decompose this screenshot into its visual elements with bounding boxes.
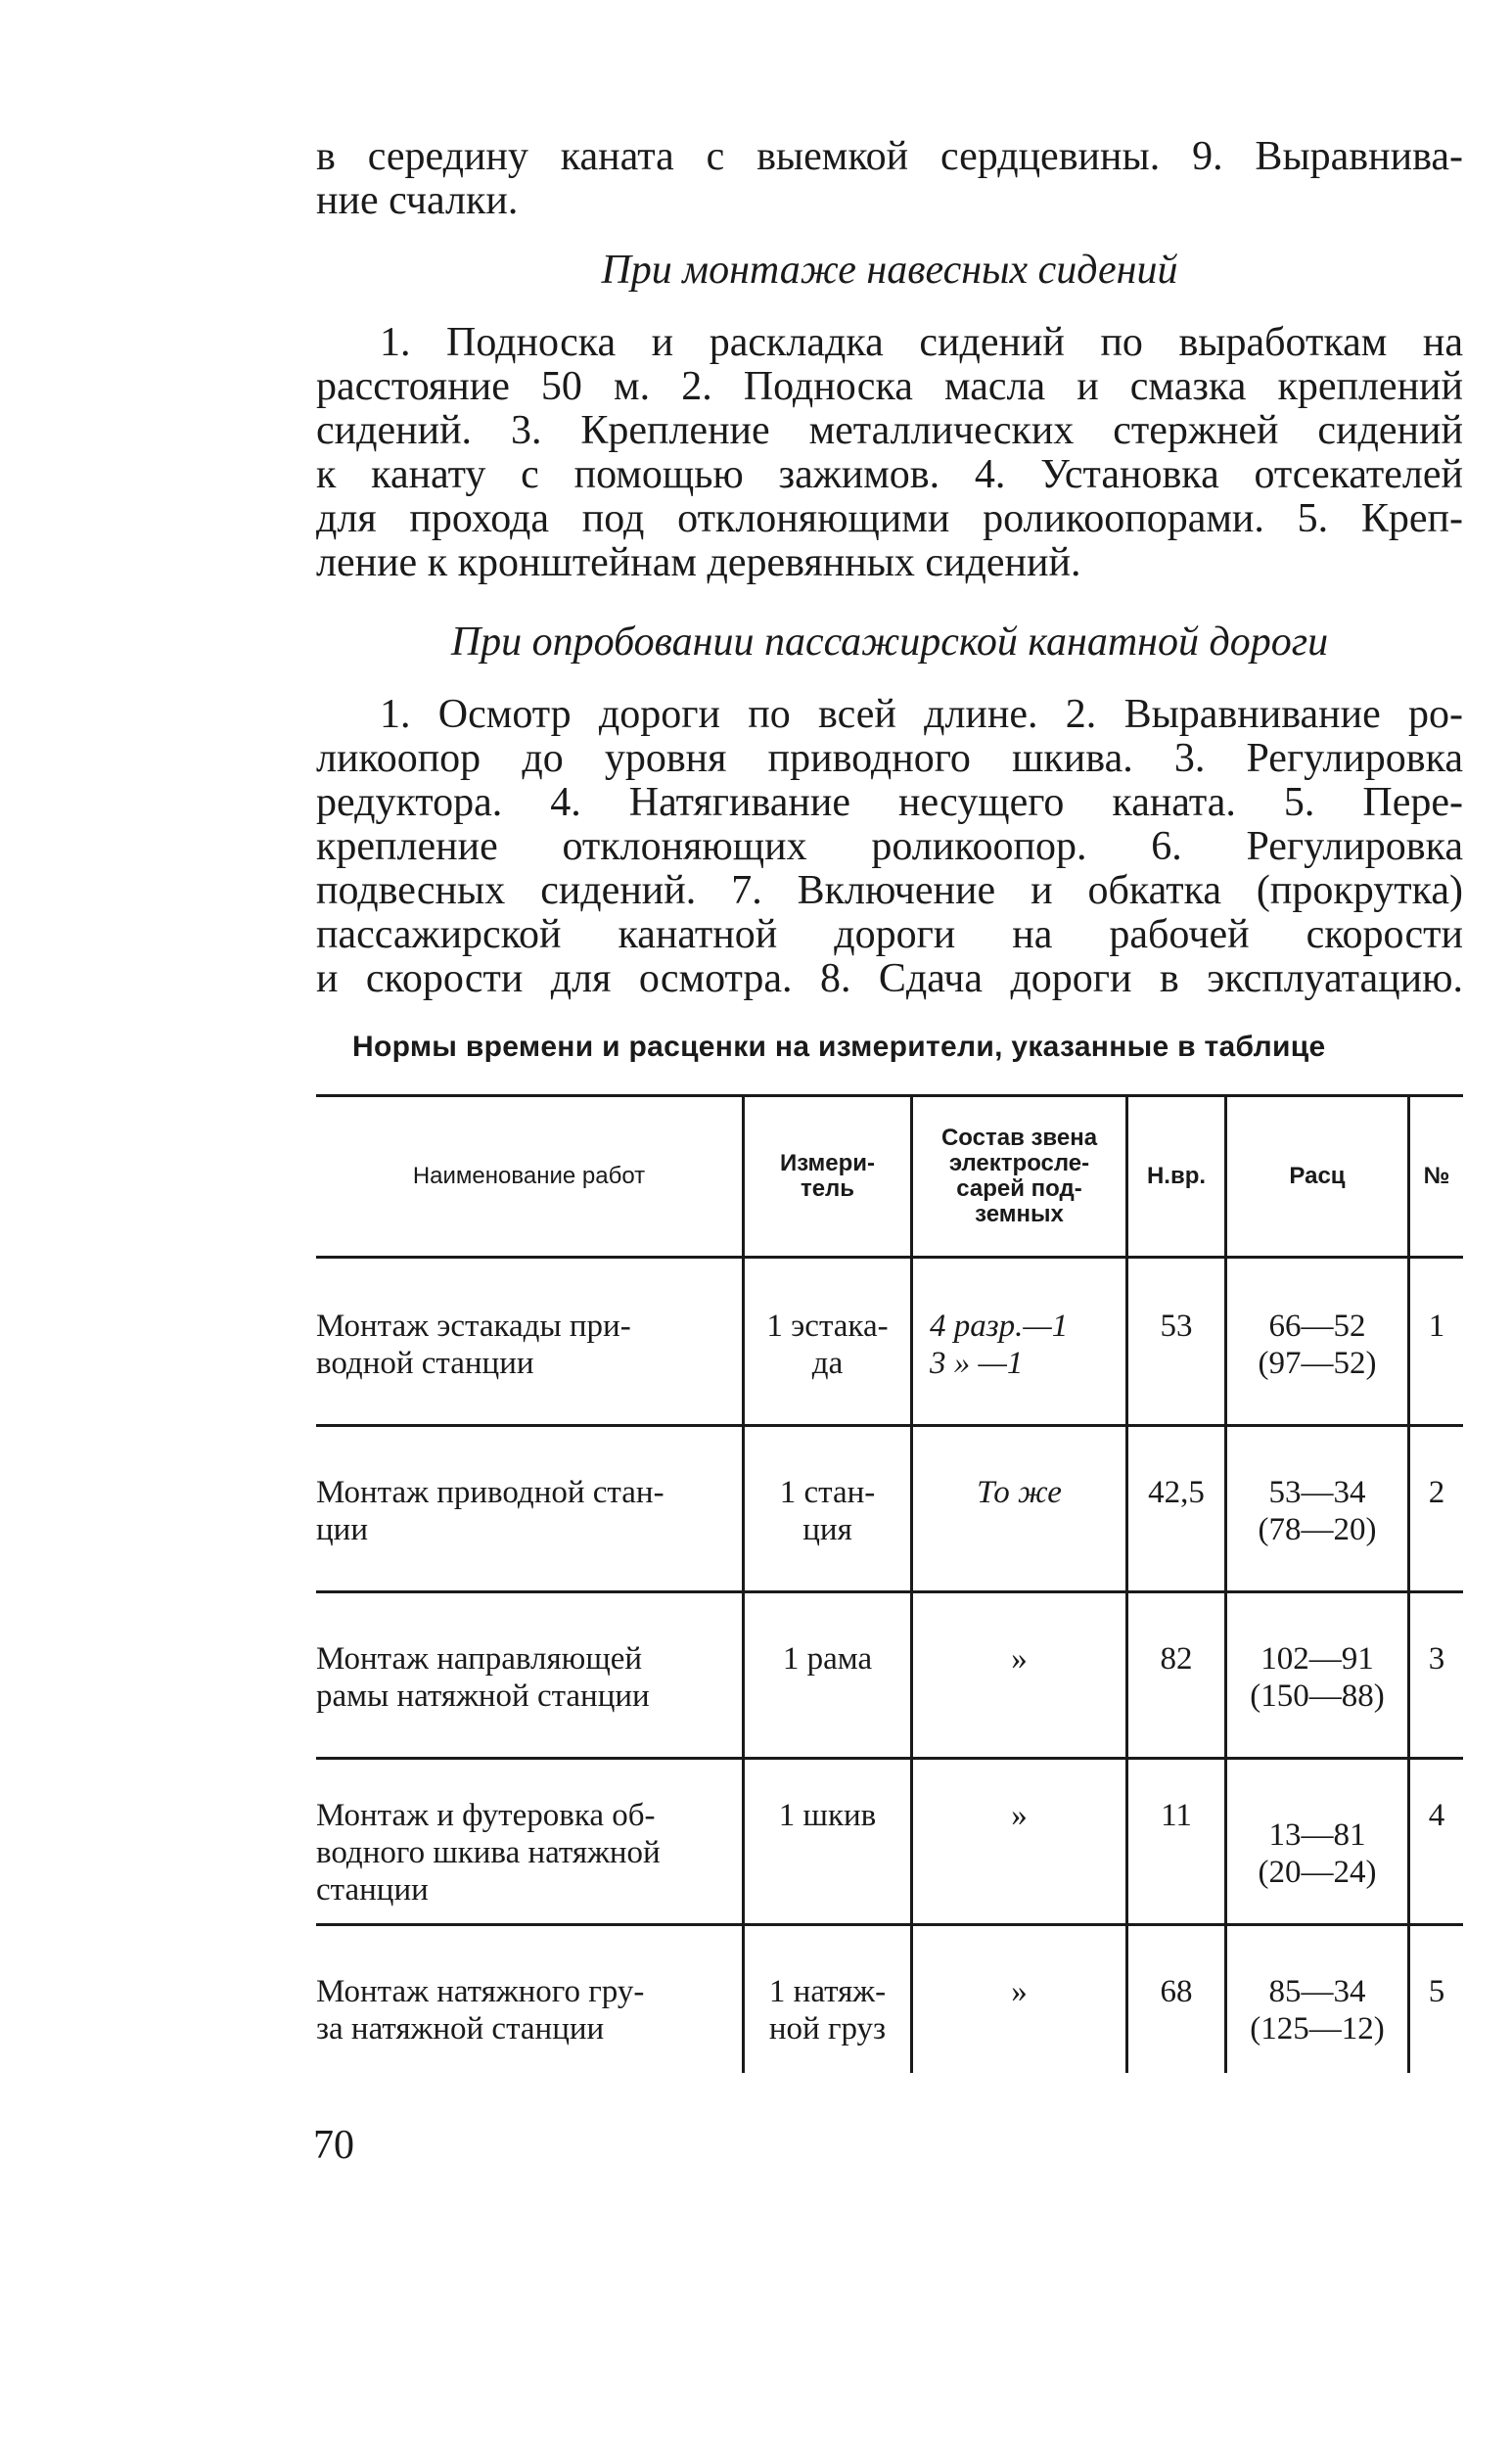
cell-number: 2 bbox=[1428, 1475, 1445, 1510]
intro-line: в середину каната с выемкой сердцевины. 9. Выравнива- bbox=[316, 134, 1463, 179]
paragraph-line: пассажирской канатной дороги на рабочей скорости bbox=[316, 912, 1463, 957]
header-crew: Состав звена электросле- сарей под- земных bbox=[940, 1125, 1098, 1227]
cell-work: Монтаж натяжного гру- за натяжной станции bbox=[316, 1974, 645, 2046]
page-number: 70 bbox=[313, 2123, 354, 2168]
cell-unit: 1 шкив bbox=[778, 1798, 877, 1833]
paragraph-line: крепление отклоняющих роликоопор. 6. Регулировка bbox=[316, 824, 1463, 869]
cell-crew: » bbox=[1011, 1798, 1028, 1833]
header-work: Наименование работ bbox=[412, 1163, 646, 1189]
paragraph-line: подвесных сидений. 7. Включение и обкатка (прокрутка) bbox=[316, 868, 1463, 913]
cell-norm: 42,5 bbox=[1148, 1475, 1205, 1510]
cell-work: Монтаж и футеровка об- водного шкива натяжной станции bbox=[316, 1798, 661, 1908]
row-separator bbox=[316, 1757, 1463, 1760]
cell-unit: 1 стан- ция bbox=[779, 1475, 876, 1547]
header-bottom-rule bbox=[316, 1256, 1463, 1259]
paragraph-line: расстояние 50 м. 2. Подноска масла и смазка креплений bbox=[316, 364, 1463, 409]
paragraph-line: 1. Осмотр дороги по всей длине. 2. Выравнивание ро- bbox=[380, 692, 1463, 737]
cell-number: 1 bbox=[1428, 1309, 1445, 1344]
cell-unit: 1 рама bbox=[782, 1641, 873, 1677]
cell-price: 102—91 (150—88) bbox=[1250, 1641, 1385, 1714]
intro-line: ние счалки. bbox=[316, 178, 519, 223]
cell-number: 4 bbox=[1428, 1798, 1445, 1833]
cell-price: 53—34 (78—20) bbox=[1258, 1475, 1377, 1547]
section-heading: При опробовании пассажирской канатной дороги bbox=[450, 620, 1329, 665]
cell-norm: 68 bbox=[1160, 1974, 1193, 2009]
cell-crew: То же bbox=[977, 1475, 1062, 1510]
cell-crew: » bbox=[1011, 1641, 1028, 1677]
cell-work: Монтаж приводной стан- ции bbox=[316, 1475, 664, 1547]
row-separator bbox=[316, 1590, 1463, 1593]
cell-number: 5 bbox=[1428, 1974, 1445, 2009]
cell-unit: 1 натяж- ной груз bbox=[768, 1974, 887, 2046]
cell-norm: 11 bbox=[1161, 1798, 1192, 1833]
cell-price: 13—81 (20—24) bbox=[1258, 1817, 1377, 1890]
paragraph-line: ление к кронштейнам деревянных сидений. bbox=[316, 540, 1081, 585]
cell-number: 3 bbox=[1428, 1641, 1445, 1677]
section-heading: При монтаже навесных сидений bbox=[601, 248, 1178, 293]
cell-norm: 53 bbox=[1160, 1309, 1193, 1344]
row-separator bbox=[316, 1923, 1463, 1926]
cell-price: 66—52 (97—52) bbox=[1258, 1309, 1377, 1381]
header-unit: Измери- тель bbox=[779, 1150, 876, 1202]
header-norm: Н.вр. bbox=[1146, 1163, 1207, 1189]
paragraph-line: и скорости для осмотра. 8. Сдача дороги в эксплуатацию. bbox=[316, 956, 1463, 1001]
paragraph-line: 1. Подноска и раскладка сидений по выработкам на bbox=[380, 320, 1463, 365]
paragraph-line: сидений. 3. Крепление металлических стержней сидений bbox=[316, 408, 1463, 453]
paragraph-line: ликоопор до уровня приводного шкива. 3. Регулировка bbox=[316, 736, 1463, 781]
paragraph-line: к канату с помощью зажимов. 4. Установка отсекателей bbox=[316, 452, 1463, 497]
cell-unit: 1 эстака- да bbox=[766, 1309, 889, 1381]
table-title: Нормы времени и расценки на измерители, указанные в таблице bbox=[352, 1031, 1326, 1063]
header-number: № bbox=[1423, 1163, 1450, 1189]
cell-crew: 4 разр.—1 3 » —1 bbox=[930, 1309, 1069, 1381]
row-separator bbox=[316, 1424, 1463, 1427]
paragraph-line: редуктора. 4. Натягивание несущего каната. 5. Пере- bbox=[316, 780, 1463, 825]
cell-norm: 82 bbox=[1160, 1641, 1193, 1677]
paragraph-line: для прохода под отклоняющими роликоопорами. 5. Креп- bbox=[316, 496, 1463, 541]
cell-price: 85—34 (125—12) bbox=[1250, 1974, 1385, 2046]
header-price: Расц bbox=[1289, 1163, 1346, 1189]
cell-crew: » bbox=[1011, 1974, 1028, 2009]
cell-work: Монтаж направляющей рамы натяжной станции bbox=[316, 1641, 650, 1714]
cell-work: Монтаж эстакады при- водной станции bbox=[316, 1309, 631, 1381]
